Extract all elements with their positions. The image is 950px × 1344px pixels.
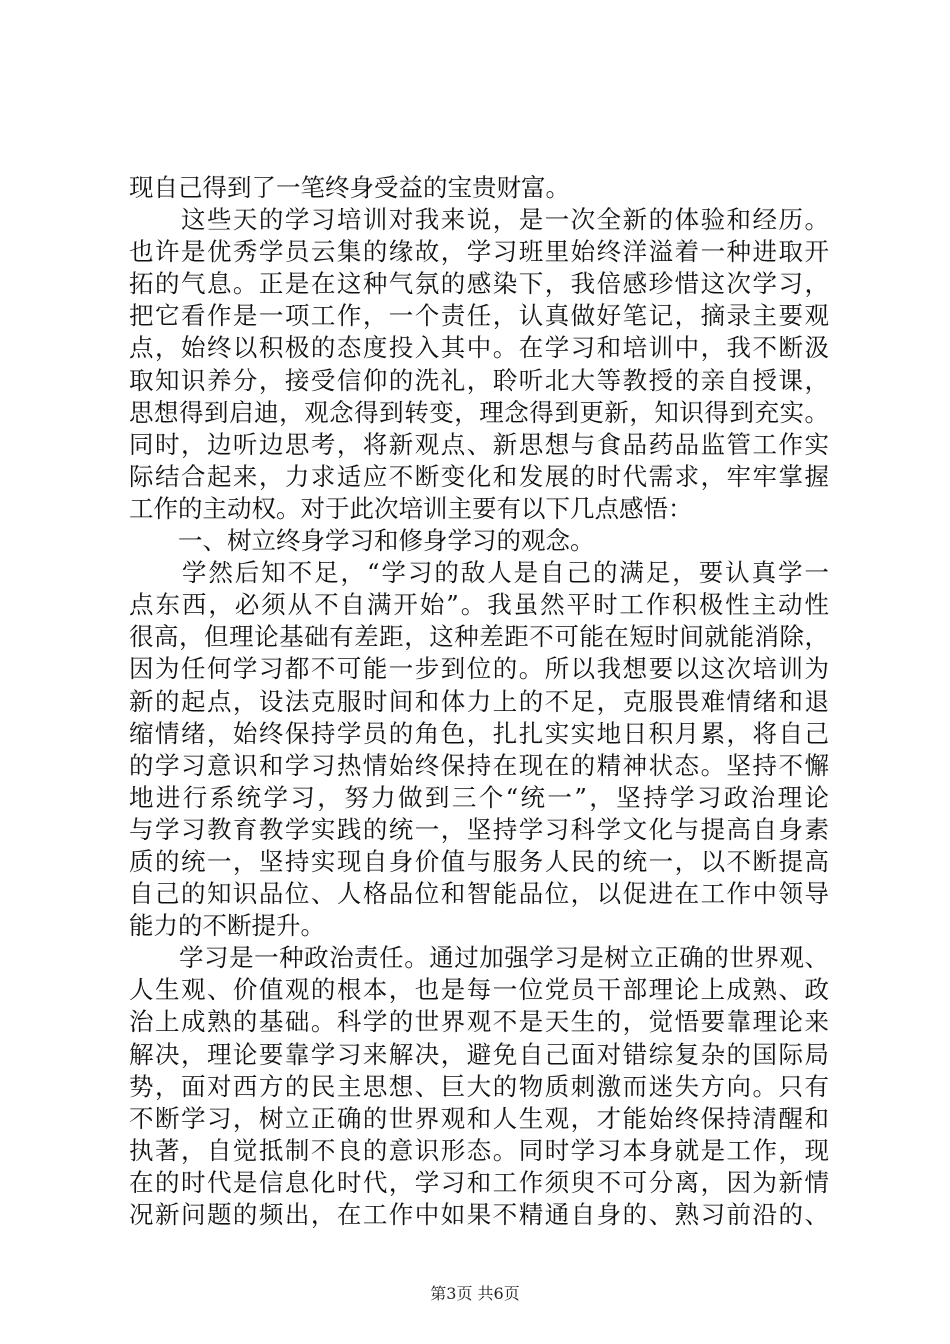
text-line: 学习是一种政治责任。通过加强学习是树立正确的世界观、 [129, 943, 829, 973]
text-line: 同时，边听边思考，将新观点、新思想与食品药品监管工作实 [129, 429, 829, 459]
text-line: 学然后知不足，“学习的敌人是自己的满足，要认真学一 [129, 558, 829, 588]
text-line: 新的起点，设法克服时间和体力上的不足，克服畏难情绪和退 [129, 686, 829, 716]
text-line: 缩情绪，始终保持学员的角色，扎扎实实地日积月累，将自己 [129, 718, 829, 748]
text-line: 况新问题的频出，在工作中如果不精通自身的、熟习前沿的、 [129, 1200, 829, 1229]
text-line: 人生观、价值观的根本，也是每一位党员干部理论上成熟、政 [129, 975, 829, 1005]
text-line: 不断学习，树立正确的世界观和人生观，才能始终保持清醒和 [129, 1103, 829, 1133]
text-line: 治上成熟的基础。科学的世界观不是天生的，觉悟要靠理论来 [129, 1007, 829, 1037]
text-line: 工作的主动权。对于此次培训主要有以下几点感悟： [129, 493, 693, 523]
text-line: 执著，自觉抵制不良的意识形态。同时学习本身就是工作，现 [129, 1135, 829, 1165]
text-line: 与学习教育教学实践的统一，坚持学习科学文化与提高自身素 [129, 814, 829, 844]
text-line: 能力的不断提升。 [129, 911, 325, 941]
text-line: 际结合起来，力求适应不断变化和发展的时代需求，牢牢掌握 [129, 461, 829, 491]
text-line: 这些天的学习培训对我来说，是一次全新的体验和经历。 [129, 205, 829, 235]
text-line: 拓的气息。正是在这种气氛的感染下，我倍感珍惜这次学习， [129, 269, 829, 299]
body-text [129, 172, 829, 1231]
text-line: 势，面对西方的民主思想、巨大的物质刺激而迷失方向。只有 [129, 1071, 829, 1101]
text-line: 把它看作是一项工作，一个责任，认真做好笔记，摘录主要观 [129, 301, 829, 331]
text-line: 地进行系统学习，努力做到三个“统一”，坚持学习政治理论 [129, 782, 829, 812]
text-line: 也许是优秀学员云集的缘故，学习班里始终洋溢着一种进取开 [129, 237, 829, 267]
text-line: 解决，理论要靠学习来解决，避免自己面对错综复杂的国际局 [129, 1039, 829, 1069]
text-line: 质的统一，坚持实现自身价值与服务人民的统一，以不断提高 [129, 846, 829, 876]
page-number-footer: 第3页 共6页 [430, 1284, 520, 1303]
text-line: 点东西，必须从不自满开始”。我虽然平时工作积极性主动性 [129, 590, 829, 620]
text-line: 因为任何学习都不可能一步到位的。所以我想要以这次培训为 [129, 654, 829, 684]
text-line: 现自己得到了一笔终身受益的宝贵财富。 [129, 173, 570, 202]
text-line: 很高，但理论基础有差距，这种差距不可能在短时间就能消除， [129, 622, 829, 652]
text-line: 在的时代是信息化时代，学习和工作须臾不可分离，因为新情 [129, 1167, 829, 1197]
text-line: 思想得到启迪，观念得到转变，理念得到更新，知识得到充实。 [129, 397, 829, 427]
text-line: 自己的知识品位、人格品位和智能品位，以促进在工作中领导 [129, 879, 829, 909]
text-line: 一、树立终身学习和修身学习的观念。 [129, 526, 595, 556]
text-line: 点，始终以积极的态度投入其中。在学习和培训中，我不断汲 [129, 333, 829, 363]
text-line: 的学习意识和学习热情始终保持在现在的精神状态。坚持不懈 [129, 750, 829, 780]
text-line: 取知识养分，接受信仰的洗礼，聆听北大等教授的亲自授课， [129, 365, 829, 395]
